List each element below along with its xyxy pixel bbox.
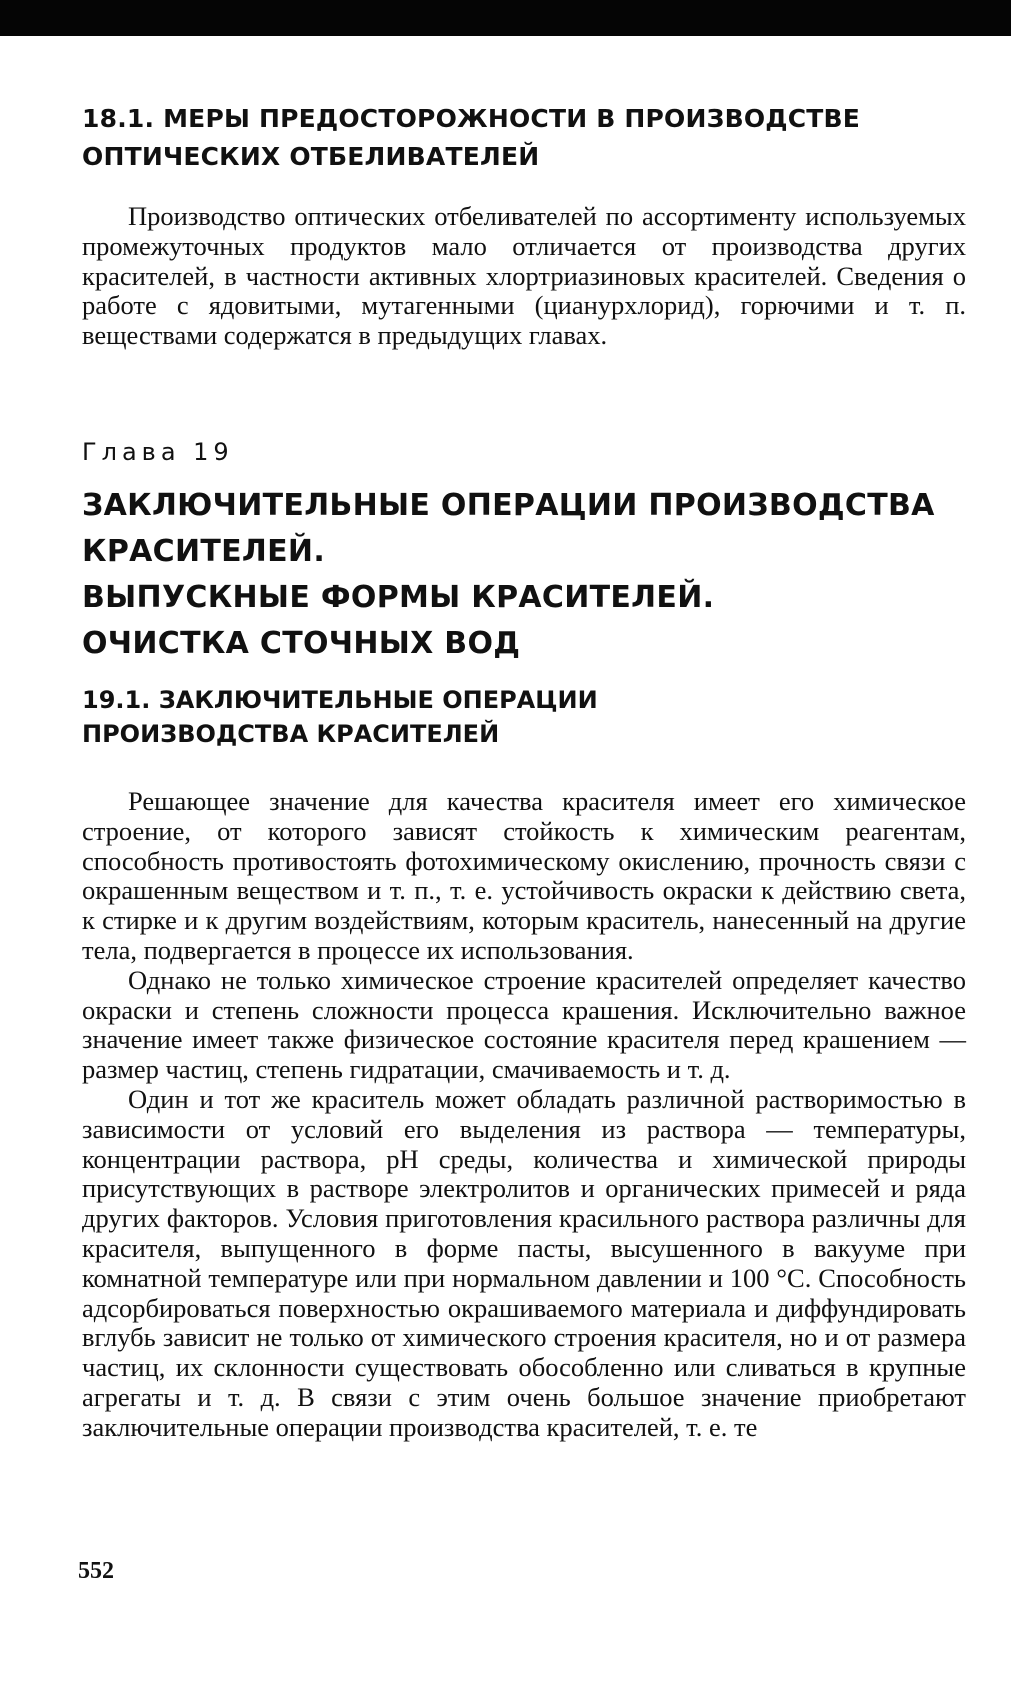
page-number: 552 — [78, 1558, 114, 1584]
section-18-1-heading — [82, 100, 966, 176]
section-18-1-heading-line-2: ОПТИЧЕСКИХ ОТБЕЛИВАТЕЛЕЙ — [82, 142, 540, 171]
scan-top-border — [0, 0, 1011, 36]
chapter-title-line-1: ЗАКЛЮЧИТЕЛЬНЫЕ ОПЕРАЦИИ ПРОИЗВОДСТВА — [82, 487, 935, 523]
section-19-1-heading-line-2: ПРОИЗВОДСТВА КРАСИТЕЛЕЙ — [82, 719, 500, 748]
section-19-1-paragraph-3: Один и тот же краситель может обладать различной растворимостью в зависимости от условий его выделения из раствора — температуры, концентрации раствора, pH среды, количества и химической природы присутствующих в растворе электролитов и органических примесей и ряда других факторов. Условия приготовления красильного раствора различны для красителя, выпущенного в форме пасты, высушенного в вакууме при комнатной температуре или при нормальном давлении и 100 °С. Способность адсорбироваться поверхностью окрашиваемого материала и диффундировать вглубь зависит не только от химического строения красителя, но и от размера частиц, их склонности существовать обособленно или сливаться в крупные агрегаты и т. д. В связи с этим очень большое значение приобретают заключительные операции производства красителей, т. е. те — [82, 1083, 966, 1442]
section-19-1-paragraph-1: Решающее значение для качества красителя имеет его химическое строение, от которого зависят стойкость к химическим реагентам, способность противостоять фотохимическому окислению, прочность связи с окрашенным веществом и т. п., т. е. устойчивость окраски к действию света, к стирке и к другим воздействиям, которым краситель, нанесенный на другие тела, подвергается в процессе их использования. — [82, 785, 966, 965]
section-18-1-paragraph: Производство оптических отбеливателей по ассортименту используемых промежуточных продуктов мало отличается от производства других красителей, в частности активных хлортриазиновых красителей. Сведения о работе с ядовитыми, мутагенными (цианурхлорид), горючими и т. п. веществами содержатся в предыдущих главах. — [82, 201, 966, 351]
chapter-title-line-4: ОЧИСТКА СТОЧНЫХ ВОД — [82, 625, 521, 661]
chapter-title — [82, 483, 966, 667]
chapter-title-line-3: ВЫПУСКНЫЕ ФОРМЫ КРАСИТЕЛЕЙ. — [82, 579, 715, 615]
section-19-1-paragraph-2: Однако не только химическое строение красителей определяет качество окраски и степень сложности процесса крашения. Исключительно важное значение имеет также физическое состояние красителя перед крашением — размер частиц, степень гидратации, смачиваемость и т. д. — [82, 964, 966, 1085]
chapter-label: Глава 19 — [82, 437, 234, 466]
section-19-1-heading-line-1: 19.1. ЗАКЛЮЧИТЕЛЬНЫЕ ОПЕРАЦИИ — [82, 685, 598, 714]
chapter-title-line-2: КРАСИТЕЛЕЙ. — [82, 533, 326, 569]
book-page — [82, 100, 966, 1443]
section-18-1-heading-line-1: 18.1. МЕРЫ ПРЕДОСТОРОЖНОСТИ В ПРОИЗВОДСТВЕ — [82, 104, 861, 133]
section-19-1-heading — [82, 683, 966, 751]
